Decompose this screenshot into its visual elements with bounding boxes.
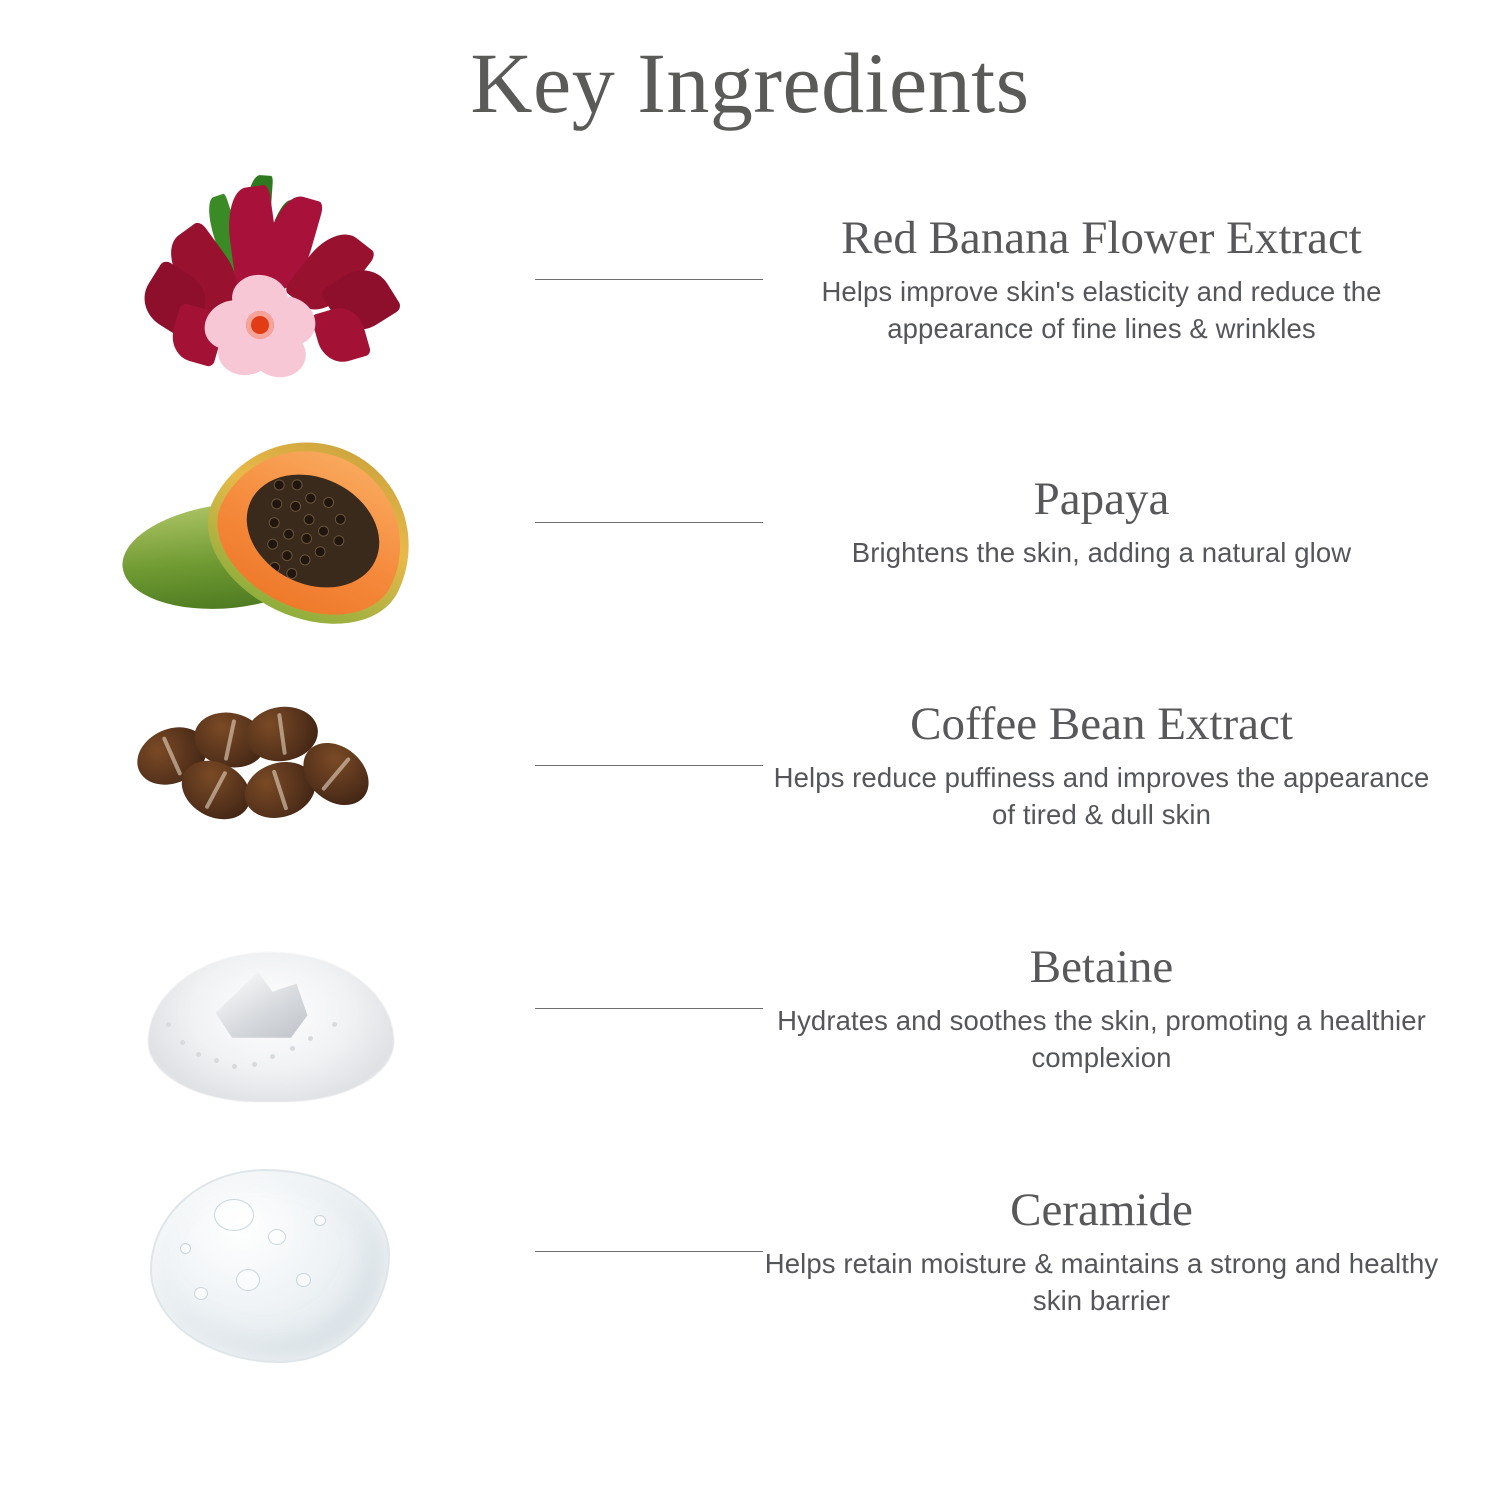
ingredient-image-cell	[0, 887, 535, 1130]
ingredient-name: Papaya	[1033, 472, 1170, 525]
ingredient-text-cell	[763, 213, 1500, 347]
betaine-powder-icon	[118, 894, 418, 1124]
ingredient-image-cell	[0, 1130, 535, 1373]
connector-line	[535, 279, 763, 280]
connector-line	[535, 1008, 763, 1009]
connector-cell	[535, 765, 763, 766]
ingredient-description: Helps retain moisture & maintains a strong and healthy skin barrier	[764, 1248, 1439, 1316]
red-banana-flower-icon	[118, 165, 418, 395]
ingredient-image-cell	[0, 644, 535, 887]
ingredient-description: Helps improve skin's elasticity and reduce the appearance of fine lines & wrinkles	[821, 276, 1382, 344]
ingredient-list	[0, 158, 1500, 1373]
connector-cell	[535, 1008, 763, 1009]
papaya-icon	[118, 408, 418, 638]
connector-line	[535, 1251, 763, 1252]
page-title: Key Ingredients	[470, 35, 1030, 131]
connector-line	[535, 765, 763, 766]
ingredient-text-cell	[763, 699, 1500, 833]
ingredient-text-cell	[763, 1185, 1500, 1319]
ingredient-name: Ceramide	[1010, 1183, 1193, 1236]
connector-cell	[535, 279, 763, 280]
coffee-beans-icon	[118, 651, 418, 881]
connector-line	[535, 522, 763, 523]
ingredient-image-cell	[0, 401, 535, 644]
ingredient-name: Betaine	[1029, 940, 1174, 993]
list-item	[0, 644, 1500, 887]
ceramide-gel-icon	[118, 1137, 418, 1367]
hibiscus-flower-icon	[204, 275, 316, 379]
ingredient-description: Hydrates and soothes the skin, promoting a healthier complexion	[777, 1005, 1426, 1073]
ingredient-text-cell	[763, 942, 1500, 1076]
ingredient-image-cell	[0, 158, 535, 401]
list-item	[0, 401, 1500, 644]
list-item	[0, 158, 1500, 401]
ingredient-name: Red Banana Flower Extract	[841, 211, 1362, 264]
connector-cell	[535, 522, 763, 523]
connector-cell	[535, 1251, 763, 1252]
list-item	[0, 887, 1500, 1130]
ingredient-description: Brightens the skin, adding a natural glow	[851, 537, 1352, 569]
ingredient-description: Helps reduce puffiness and improves the appearance of tired & dull skin	[773, 762, 1430, 830]
ingredient-name: Coffee Bean Extract	[910, 697, 1293, 750]
ingredient-text-cell	[763, 474, 1500, 572]
list-item	[0, 1130, 1500, 1373]
